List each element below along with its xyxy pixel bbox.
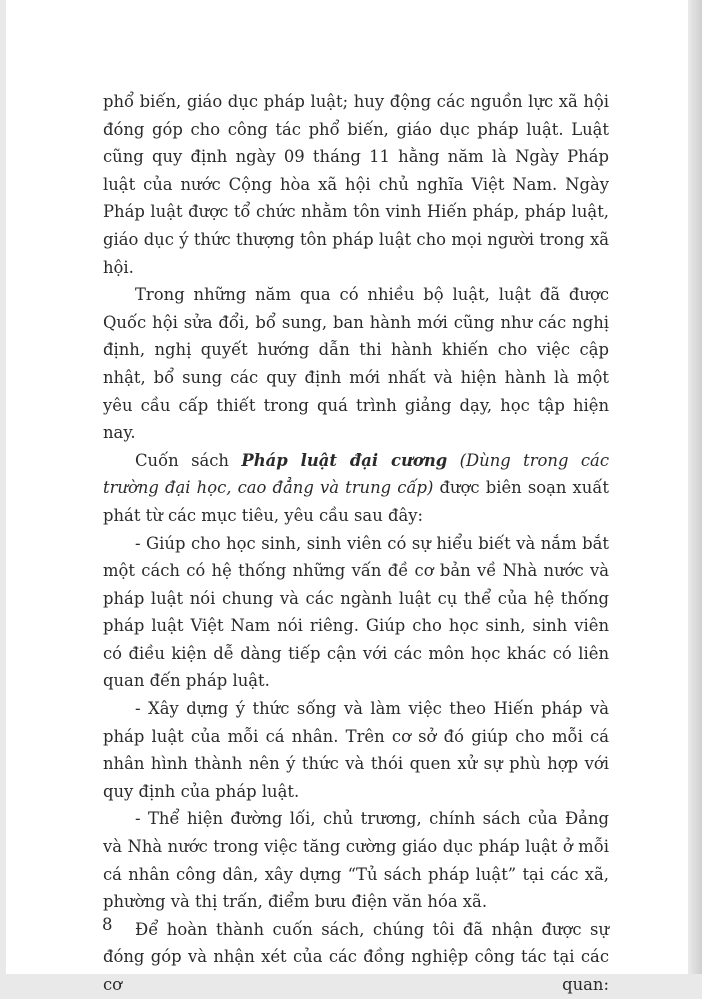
bullet-item: - Xây dựng ý thức sống và làm việc theo Hiến pháp và pháp luật của mỗi cá nhân. Trên cơ sở đó giúp cho mỗi cá nhân hình thành nên ý thức và thói quen xử sự phù hợp với quy định của pháp luật. <box>103 699 609 801</box>
paragraph-closing: Để hoàn thành cuốn sách, chúng tôi đã nhận được sự đóng góp và nhận xét của các đồng nghiệp công tác tại các cơ quan: <box>103 919 609 994</box>
paragraph-continued: phổ biến, giáo dục pháp luật; huy động các nguồn lực xã hội đóng góp cho công tác phổ biến, giáo dục pháp luật. Luật cũng quy định ngày 09 tháng 11 hằng năm là Ngày Pháp luật của nước Cộng hòa xã hội chủ nghĩa Việt Nam. Ngày Pháp luật được tổ chức nhằm tôn vinh Hiến pháp, pháp luật, giáo dục ý thức thượng tôn pháp luật cho mọi người trong xã hội. <box>103 92 609 277</box>
book-title: Pháp luật đại cương <box>241 450 448 470</box>
paragraph-new-laws: Trong những năm qua có nhiều bộ luật, luật đã được Quốc hội sửa đổi, bổ sung, ban hành mới cũng như các nghị định, nghị quyết hướng dẫn thi hành khiến cho việc cập nhật, bổ sung các quy định mới nhất và hiện hành là một yêu cầu cấp thiết trong quá trình giảng dạy, học tập hiện nay. <box>103 285 609 443</box>
page-edge-shadow <box>690 0 702 974</box>
paragraph-book-intro <box>103 447 609 530</box>
book-intro-lead: Cuốn sách <box>135 450 242 470</box>
page-number: 8 <box>102 915 113 934</box>
body-text <box>103 88 609 999</box>
bullet-item: - Giúp cho học sinh, sinh viên có sự hiểu biết và nắm bắt một cách có hệ thống những vấn đề cơ bản về Nhà nước và pháp luật nói chung và các ngành luật cụ thể của hệ thống pháp luật Việt Nam nói riêng. Giúp cho học sinh, sinh viên có điều kiện dễ dàng tiếp cận với các môn học khác có liên quan đến pháp luật. <box>103 533 609 691</box>
book-intro-rest: được biên soạn xuất phát từ các mục tiêu, yêu cầu sau đây: <box>103 478 609 525</box>
bullet-item: - Thể hiện đường lối, chủ trương, chính sách của Đảng và Nhà nước trong việc tăng cường giáo dục pháp luật ở mỗi cá nhân công dân, xây dựng “Tủ sách pháp luật” tại các xã, phường và thị trấn, điểm bưu điện văn hóa xã. <box>103 809 609 912</box>
book-subtitle: (Dùng trong các trường đại học, cao đẳng và trung cấp) <box>103 450 609 498</box>
book-page <box>6 0 688 994</box>
